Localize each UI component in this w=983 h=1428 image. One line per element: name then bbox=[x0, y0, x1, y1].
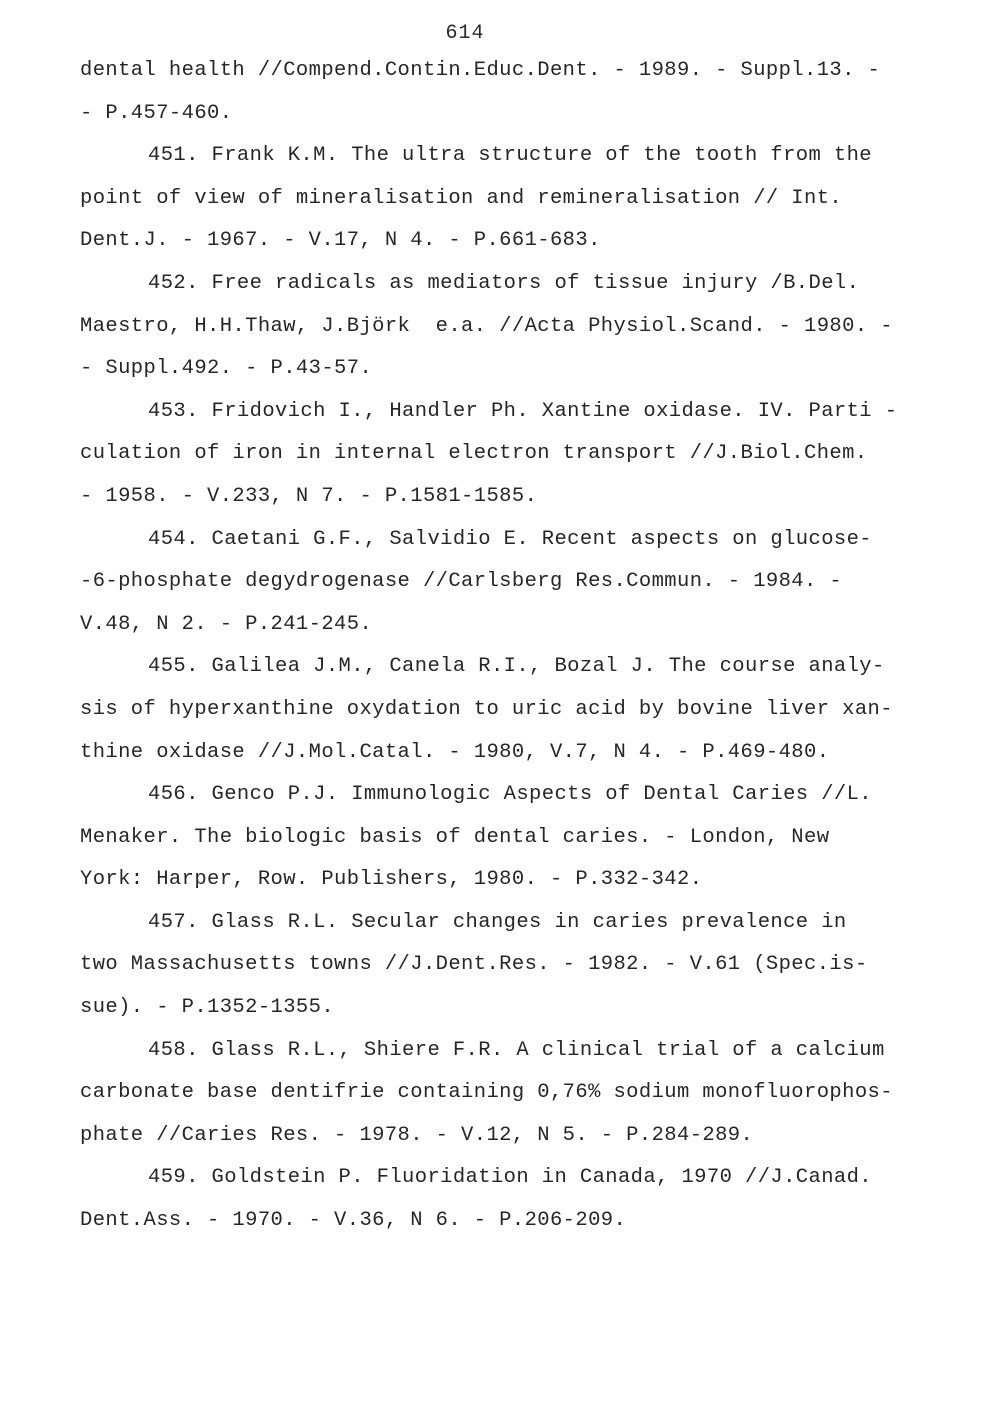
reference-line: - Suppl.492. - P.43-57. bbox=[80, 357, 373, 381]
reference-line: thine oxidase //J.Mol.Catal. - 1980, V.7, N 4. - P.469-480. bbox=[80, 740, 830, 764]
reference-line: 455. Galilea J.M., Canela R.I., Bozal J. The course analy- bbox=[148, 655, 885, 679]
reference-line: point of view of mineralisation and remineralisation // Int. bbox=[80, 186, 843, 210]
reference-line: 453. Fridovich I., Handler Ph. Xantine oxidase. IV. Parti - bbox=[148, 399, 898, 423]
reference-line: York: Harper, Row. Publishers, 1980. - P.332-342. bbox=[80, 868, 703, 892]
reference-line: 454. Caetani G.F., Salvidio E. Recent aspects on glucose- bbox=[148, 527, 873, 551]
reference-line: 456. Genco P.J. Immunologic Aspects of Dental Caries //L. bbox=[148, 783, 873, 807]
reference-line: 458. Glass R.L., Shiere F.R. A clinical trial of a calcium bbox=[148, 1038, 885, 1062]
reference-line: carbonate base dentifrie containing 0,76% sodium monofluorophos- bbox=[80, 1081, 893, 1105]
reference-line: culation of iron in internal electron transport //J.Biol.Chem. bbox=[80, 442, 868, 466]
reference-line: - P.457-460. bbox=[80, 101, 233, 125]
reference-line: Menaker. The biologic basis of dental caries. - London, New bbox=[80, 825, 830, 849]
reference-line: two Massachusetts towns //J.Dent.Res. - 1982. - V.61 (Spec.is- bbox=[80, 953, 868, 977]
reference-line: phate //Caries Res. - 1978. - V.12, N 5. - P.284-289. bbox=[80, 1123, 754, 1147]
reference-line: 459. Goldstein P. Fluoridation in Canada, 1970 //J.Canad. bbox=[148, 1166, 873, 1190]
reference-line: Dent.J. - 1967. - V.17, N 4. - P.661-683. bbox=[80, 229, 601, 253]
reference-line: 452. Free radicals as mediators of tissue injury /B.Del. bbox=[148, 271, 860, 295]
reference-line: sis of hyperxanthine oxydation to uric acid by bovine liver xan- bbox=[80, 697, 893, 721]
reference-line: Dent.Ass. - 1970. - V.36, N 6. - P.206-209. bbox=[80, 1209, 627, 1233]
reference-line: - 1958. - V.233, N 7. - P.1581-1585. bbox=[80, 484, 538, 508]
reference-line: -6-phosphate degydrogenase //Carlsberg Res.Commun. - 1984. - bbox=[80, 570, 843, 594]
reference-line: V.48, N 2. - P.241-245. bbox=[80, 612, 373, 636]
reference-line: Maestro, H.H.Thaw, J.Björk e.a. //Acta Physiol.Scand. - 1980. - bbox=[80, 314, 893, 338]
reference-line: dental health //Compend.Contin.Educ.Dent. - 1989. - Suppl.13. - bbox=[80, 59, 881, 82]
reference-line: 457. Glass R.L. Secular changes in caries prevalence in bbox=[148, 910, 847, 934]
reference-line: sue). - P.1352-1355. bbox=[80, 996, 335, 1020]
reference-line: 451. Frank K.M. The ultra structure of the tooth from the bbox=[148, 144, 873, 168]
page-number: 614 bbox=[445, 22, 485, 45]
reference-list bbox=[80, 56, 910, 1249]
